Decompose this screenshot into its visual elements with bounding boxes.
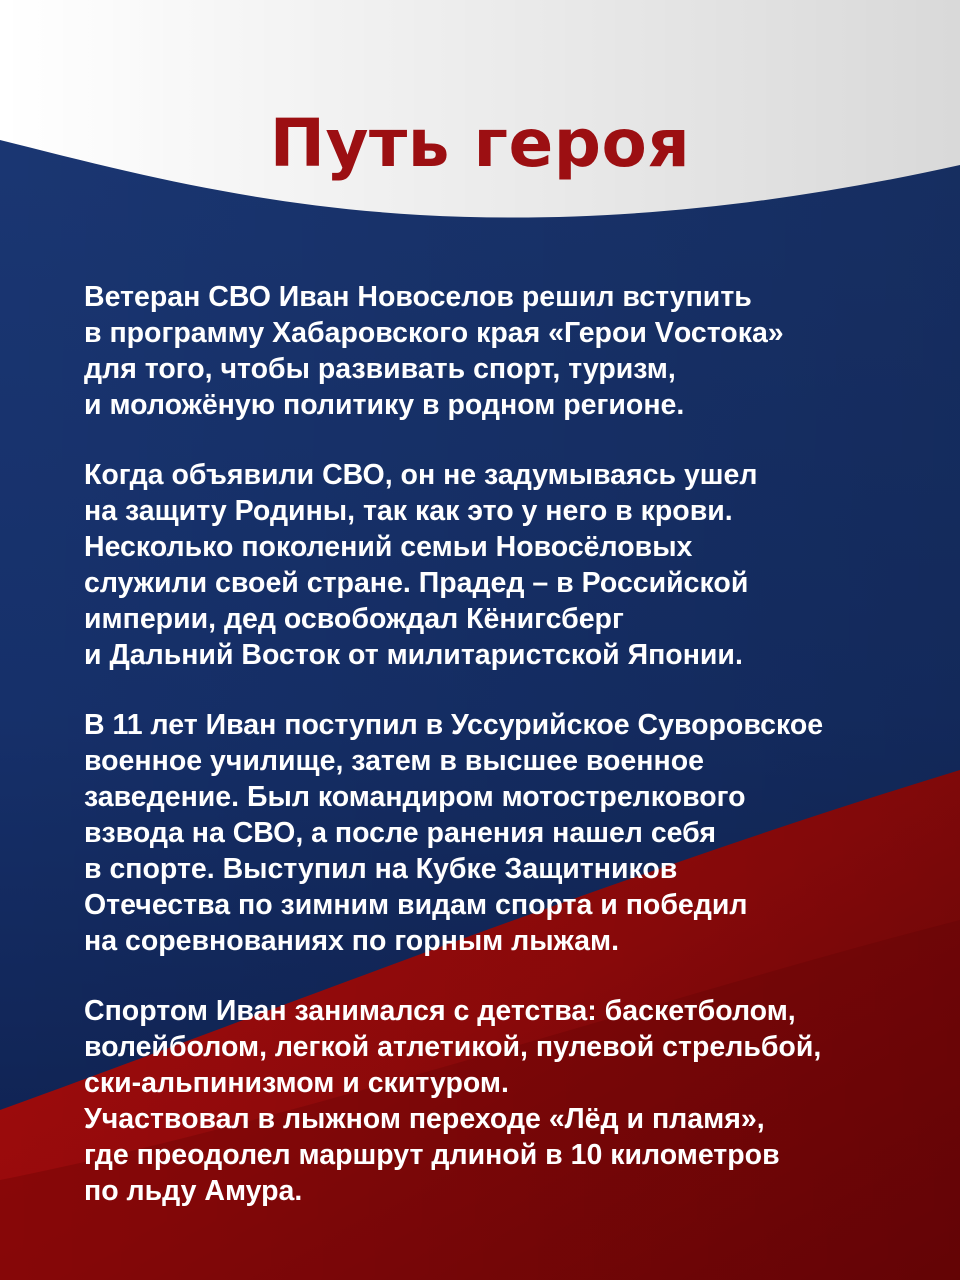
text-line: в программу Хабаровского края «Герои Vостока»	[84, 317, 784, 349]
text-line: военное училище, затем в высшее военное	[84, 745, 704, 777]
text-line: Отечества по зимним видам спорта и победил	[84, 889, 748, 921]
text-line: Несколько поколений семьи Новосёловых	[84, 531, 693, 563]
text-line: Ветеран СВО Иван Новоселов решил вступить	[84, 281, 752, 313]
text-line: Спортом Иван занимался с детства: баскетболом,	[84, 995, 796, 1027]
text-line: В 11 лет Иван поступил в Уссурийское Суворовское	[84, 709, 824, 741]
text-line: на защиту Родины, так как это у него в крови.	[84, 495, 733, 527]
text-line: служили своей стране. Прадед – в Российской	[84, 567, 749, 599]
paragraph-family	[84, 457, 924, 673]
paragraph-intro	[84, 279, 924, 423]
text-line: на соревнованиях по горным лыжам.	[84, 925, 620, 957]
text-line: Участвовал в лыжном переходе «Лёд и пламя»,	[84, 1103, 765, 1135]
text-line: заведение. Был командиром мотострелкового	[84, 781, 746, 813]
text-line: и Дальний Восток от милитаристской Японии.	[84, 639, 743, 671]
text-line: в спорте. Выступил на Кубке Защитников	[84, 853, 678, 885]
paragraph-career	[84, 707, 924, 959]
text-line: где преодолел маршрут длиной в 10 километров	[84, 1139, 780, 1171]
text-line: ски-альпинизмом и скитуром.	[84, 1067, 509, 1099]
text-line: Когда объявили СВО, он не задумываясь ушел	[84, 459, 758, 491]
paragraph-sport	[84, 993, 924, 1209]
page-title: Путь героя	[269, 105, 691, 182]
text-line: взвода на СВО, а после ранения нашел себя	[84, 817, 717, 849]
text-line: для того, чтобы развивать спорт, туризм,	[84, 353, 676, 385]
article-body	[84, 279, 924, 1243]
text-line: волейболом, легкой атлетикой, пулевой стрельбой,	[84, 1031, 822, 1063]
text-line: империи, дед освобождал Кёнигсберг	[84, 603, 624, 635]
text-line: и моложёную политику в родном регионе.	[84, 389, 685, 421]
text-line: по льду Амура.	[84, 1175, 303, 1207]
